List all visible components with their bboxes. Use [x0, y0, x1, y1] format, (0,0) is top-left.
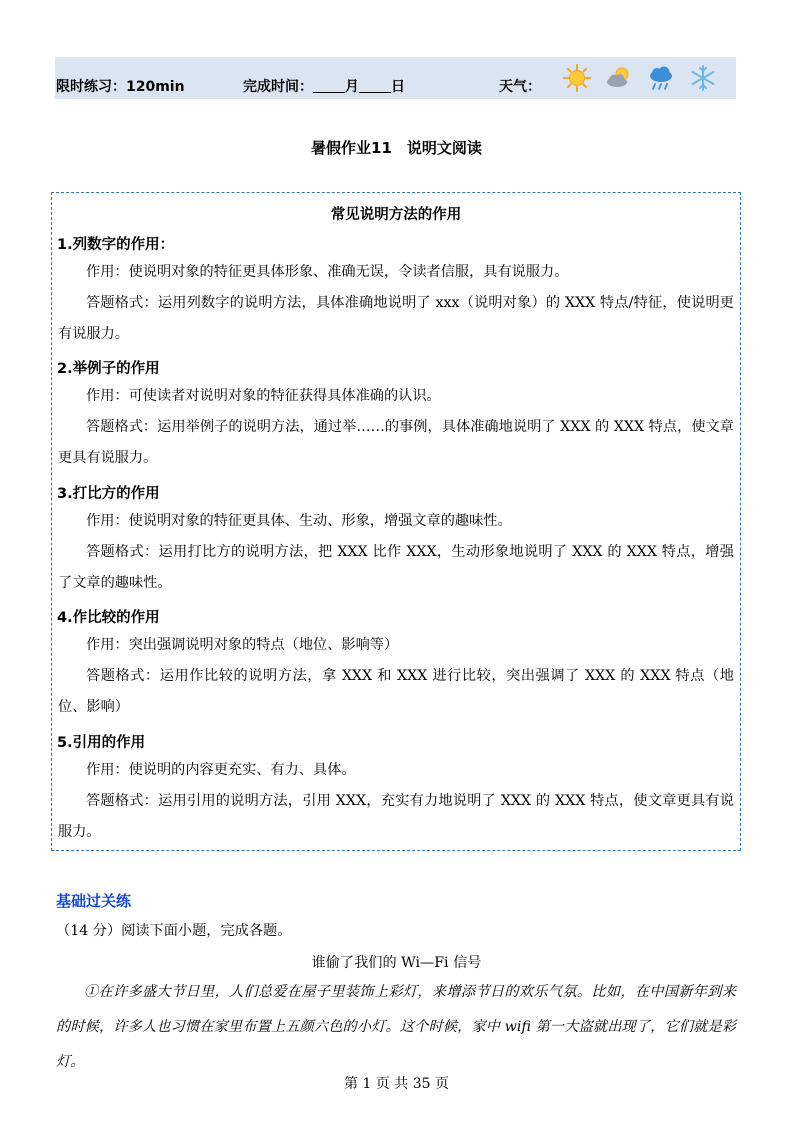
document-title: 暑假作业11 说明文阅读: [311, 139, 482, 157]
practice-time-label: 限时练习：120min: [56, 79, 185, 95]
section-5-heading: 5.引用的作用: [57, 735, 146, 751]
section-4-effect: 作用：突出强调说明对象的特点（地位、影响等）: [86, 637, 399, 653]
day-blank[interactable]: [359, 78, 391, 93]
section-2-effect: 作用：可使读者对说明对象的特征获得具体准确的认识。: [86, 388, 441, 404]
section-1-heading: 1.列数字的作用：: [57, 237, 175, 253]
question-instruction: （14 分）阅读下面小题，完成各题。: [56, 923, 292, 939]
section-label: 基础过关练: [56, 892, 132, 910]
section-3-effect: 作用：使说明对象的特征更具体、生动、形象，增强文章的趣味性。: [86, 513, 512, 529]
rain-icon[interactable]: [646, 63, 676, 93]
partly-cloudy-icon[interactable]: [604, 63, 634, 93]
section-2-heading: 2.举例子的作用: [57, 361, 160, 377]
article-title: 谁偷了我们的 Wi—Fi 信号: [311, 955, 482, 971]
box-title: 常见说明方法的作用: [330, 207, 462, 223]
section-5-format: 答题格式：运用引用的说明方法，引用 XXX，充实有力地说明了 XXX 的 XXX 特点，使文章更具有说服力。: [58, 793, 734, 840]
header-bar: [55, 57, 736, 99]
section-5-effect: 作用：使说明的内容更充实、有力、具体。: [86, 762, 356, 778]
complete-time-label: 完成时间：: [243, 79, 313, 95]
section-1-format: 答题格式：运用列数字的说明方法，具体准确地说明了 xxx（说明对象）的 XXX 特点/特征，使说明更有说服力。: [58, 295, 734, 342]
month-label: 月: [345, 79, 359, 95]
weather-label: 天气：: [499, 79, 541, 95]
section-4-heading: 4.作比较的作用: [57, 610, 160, 626]
section-3-format: 答题格式：运用打比方的说明方法，把 XXX 比作 XXX，生动形象地说明了 XXX 的 XXX 特点，增强了文章的趣味性。: [58, 544, 734, 591]
sunny-icon[interactable]: [562, 63, 592, 93]
complete-time-field: [243, 76, 405, 96]
methods-summary-box: [51, 192, 741, 851]
page-footer: 第 1 页 共 35 页: [344, 1076, 449, 1092]
article-paragraph-1: ①在许多盛大节日里，人们总爱在屋子里装饰上彩灯，来增添节日的欢乐气氛。比如，在中国新年到来的时候，许多人也习惯在家里布置上五颜六色的小灯。这个时候，家中 wifi 第一大盗就出现了，它们就是彩灯。: [56, 984, 736, 1070]
article-body: [56, 975, 736, 1080]
section-3-heading: 3.打比方的作用: [57, 486, 160, 502]
snow-icon[interactable]: [688, 63, 718, 93]
day-label: 日: [391, 79, 405, 95]
section-1-effect: 作用：使说明对象的特征更具体形象、准确无误，令读者信服，具有说服力。: [86, 264, 569, 280]
section-2-format: 答题格式：运用举例子的说明方法，通过举……的事例，具体准确地说明了 XXX 的 XXX 特点，使文章更具有说服力。: [58, 419, 734, 466]
section-4-format: 答题格式：运用作比较的说明方法，拿 XXX 和 XXX 进行比较，突出强调了 XXX 的 XXX 特点（地位、影响）: [58, 668, 734, 715]
month-blank[interactable]: [313, 78, 345, 93]
